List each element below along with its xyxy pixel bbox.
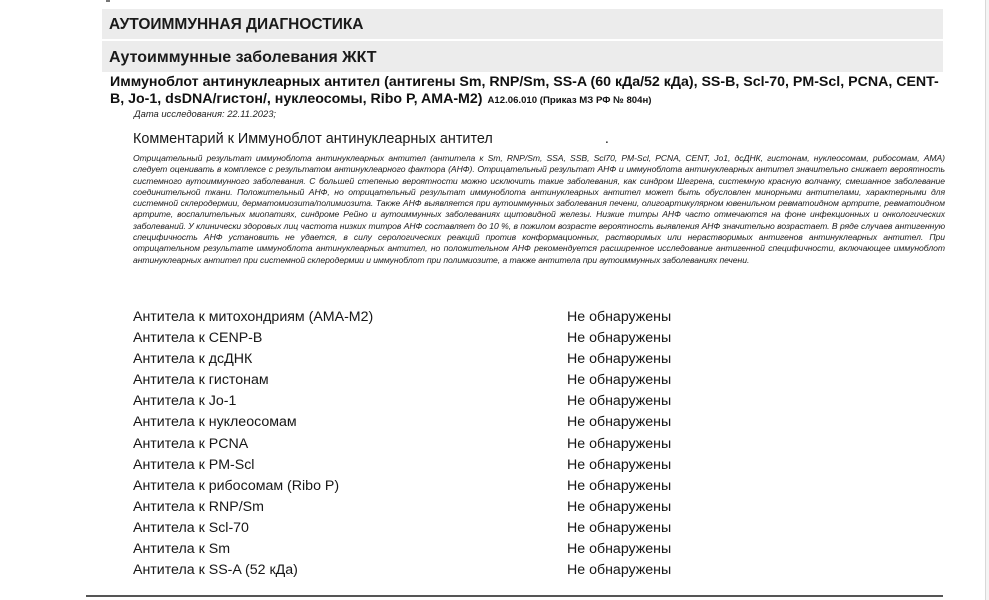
result-value: Не обнаружены — [567, 562, 672, 579]
result-row — [133, 560, 833, 581]
page-edge-mark — [106, 0, 110, 2]
page-right-edge — [985, 0, 989, 600]
result-value: Не обнаружены — [567, 456, 672, 473]
result-value: Не обнаружены — [567, 498, 672, 515]
result-row — [133, 349, 833, 370]
result-name: Антитела к RNP/Sm — [133, 498, 264, 515]
result-row — [133, 497, 833, 518]
comment-title-dot: . — [604, 131, 609, 147]
result-value: Не обнаружены — [567, 351, 672, 368]
result-name: Антитела к CENP-B — [133, 330, 263, 347]
result-name: Антитела к SS-A (52 кДа) — [133, 562, 298, 579]
result-name: Антитела к PM-Scl — [133, 456, 255, 473]
result-value: Не обнаружены — [567, 414, 672, 431]
result-row — [133, 434, 833, 455]
result-row — [133, 370, 833, 391]
result-name: Антитела к PCNA — [133, 435, 249, 452]
result-name: Антитела к митохондриям (AMA-M2) — [133, 309, 374, 325]
subsection-title: Аутоиммунные заболевания ЖКТ — [102, 41, 943, 72]
result-name: Антитела к Sm — [133, 541, 231, 558]
section-title: АУТОИММУННАЯ ДИАГНОСТИКА — [102, 9, 943, 39]
comment-body: Отрицательный результат иммуноблота антинуклеарных антител (антитела к Sm, RNP/Sm, SSA, SSB, Scl70, PM-Scl, PCNA, CENT, Jo1, дсДНК, гистонам, нуклеосомам, рибосомам, AMA) следует оценивать в комплексе с результатом антинуклеарного фактора (АНФ). Отрицательный результат АНФ и иммуноблота антинуклеарных антител значительно снижает вероятность системного аутоиммунного заболевания. С большей степенью вероятности можно исключить такие заболевания, как синдром Шегрена, системную красную волчанку, смешанное заболевание соединительной ткани. Положительный АНФ, но отрицательный результат иммуноблота антинуклеарных антител может быть обусловлен минорными антителами, характерными для системной склеродермии, дерматомиозита/полимиозита. Также АНФ выявляется при аутоиммунных заболевания печени, олигоартикулярном ювенильном ревматоидном артрите, ревматоидном артрите, воспалительных миопатиях, синдроме Рейно и аутоиммунных заболеваниях щитовидной железы. Низкие титры АНФ часто отмечаются на фоне инфекционных и онкологических заболеваний. У клинически здоровых лиц частота низких титров АНФ составляет до 10 %, в пожилом возрасте вероятность выявления АНФ значительно возрастает. В ряде случаев антигенную специфичность АНФ установить не удается, в силу серологических реакций против конформационных, растворимых или нерастворимых антигенов антинуклеарных антител. При отрицательном результате иммуноблота антинуклеарных антител, но положительном АНФ рекомендуется расширенное исследование антигенной специфичности, включающее иммуноблот антинуклеарных антител при системной склеродермии и иммуноблот при полимиозите, а также антитела при аутоиммунных заболеваниях печени. — [133, 153, 945, 265]
result-row — [133, 539, 833, 560]
study-date: Дата исследования: 22.11.2023; — [134, 108, 277, 119]
result-name: Антитела к дсДНК — [133, 351, 253, 368]
result-name: Антитела к Jo-1 — [133, 393, 237, 410]
result-name: Антитела к рибосомам (Ribo P) — [133, 477, 340, 494]
result-value: Не обнаружены — [567, 330, 672, 347]
result-row — [133, 455, 833, 476]
test-title — [110, 74, 950, 109]
result-value: Не обнаружены — [567, 541, 672, 558]
test-code: A12.06.010 (Приказ МЗ РФ № 804н) — [487, 95, 652, 106]
result-row — [133, 476, 833, 497]
result-row — [133, 518, 833, 539]
result-value: Не обнаружены — [567, 372, 672, 389]
results-table — [133, 307, 833, 581]
comment-title — [133, 131, 609, 147]
result-value: Не обнаружены — [567, 309, 672, 325]
result-row — [133, 328, 833, 349]
result-value: Не обнаружены — [567, 435, 672, 452]
result-value: Не обнаружены — [567, 519, 672, 536]
comment-title-text: Комментарий к Иммуноблот антинуклеарных антител — [133, 131, 493, 147]
result-name: Антитела к гистонам — [133, 372, 269, 389]
result-value: Не обнаружены — [567, 393, 672, 410]
result-row — [133, 307, 833, 328]
result-value: Не обнаружены — [567, 477, 672, 494]
test-name: Иммуноблот антинуклеарных антител (антигены Sm, RNP/Sm, SS-A (60 кДа/52 кДа), SS-B, Scl-70, PM-Scl, PCNA, CENT-B, Jo-1, dsDNA/гистон/, нуклеосомы, Ribo P, AMA-M2) — [110, 74, 939, 107]
result-row — [133, 391, 833, 412]
result-name: Антитела к Scl-70 — [133, 519, 249, 536]
result-row — [133, 412, 833, 433]
bottom-divider — [86, 595, 943, 597]
result-name: Антитела к нуклеосомам — [133, 414, 297, 431]
